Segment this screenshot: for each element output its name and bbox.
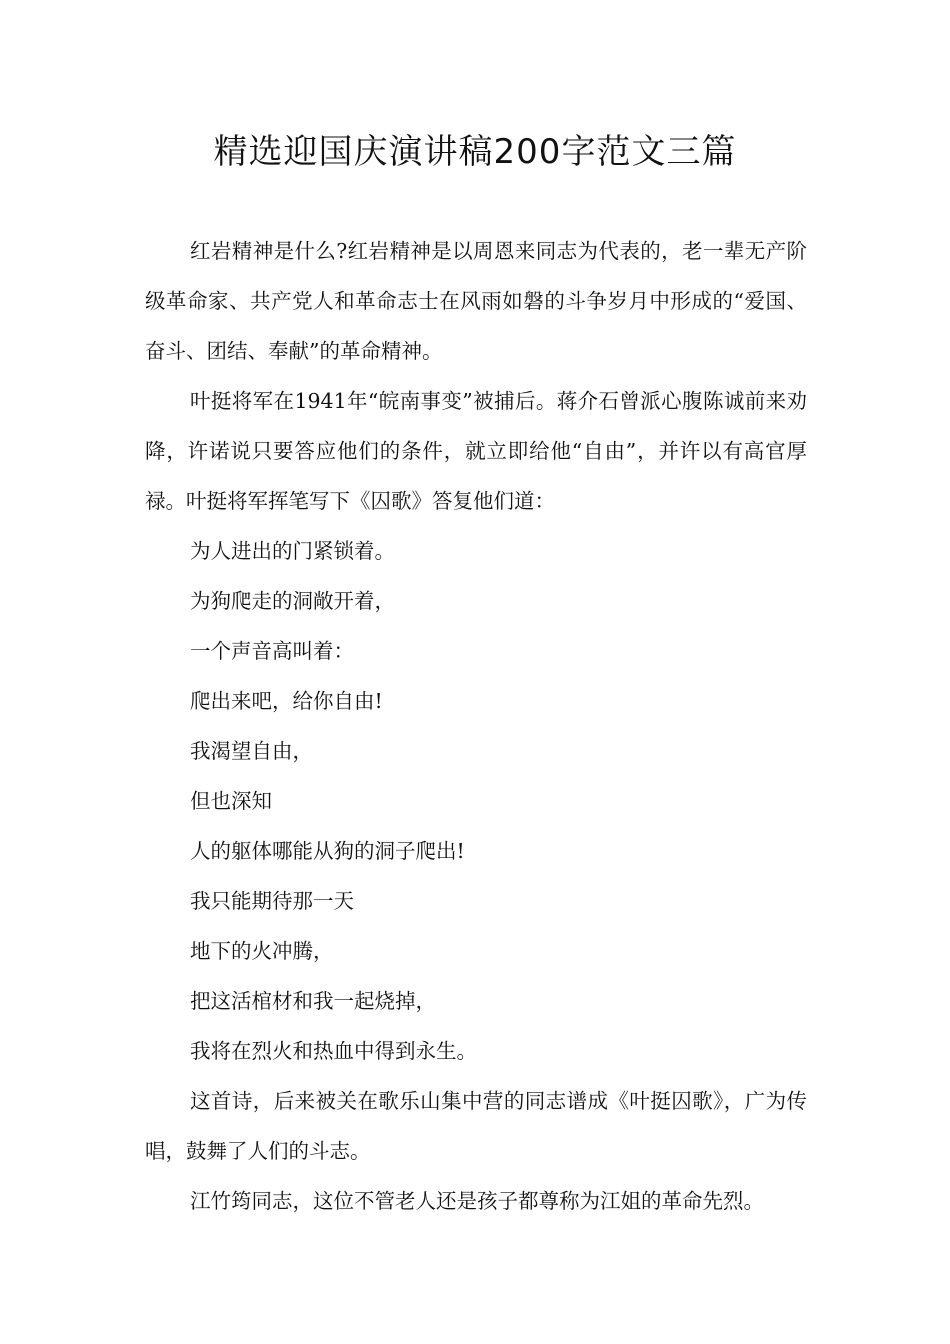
poem-line: 我只能期待那一天 bbox=[190, 889, 354, 913]
poem-line: 我渴望自由， bbox=[190, 739, 313, 763]
poem-line: 为狗爬走的洞敞开着， bbox=[190, 589, 395, 613]
poem-line: 地下的火冲腾， bbox=[190, 939, 334, 963]
poem-qiuge bbox=[145, 526, 807, 1076]
paragraph-jiang-jie: 江竹筠同志，这位不管老人还是孩子都尊称为江姐的革命先烈。 bbox=[190, 1189, 764, 1213]
document-title: 精选迎国庆演讲稿200字范文三篇 bbox=[213, 132, 737, 172]
paragraph-song: 这首诗，后来被关在歌乐山集中营的同志谱成《叶挺囚歌》，广为传唱，鼓舞了人们的斗志。 bbox=[145, 1089, 807, 1163]
poem-line: 为人进出的门紧锁着。 bbox=[190, 539, 395, 563]
poem-line: 我将在烈火和热血中得到永生。 bbox=[190, 1039, 477, 1063]
paragraph-ye-ting: 叶挺将军在1941年“皖南事变”被捕后。蒋介石曾派心腹陈诚前来劝降，许诺说只要答应他们的条件，就立即给他“自由”，并许以有高官厚禄。叶挺将军挥笔写下《囚歌》答复他们道： bbox=[145, 389, 807, 513]
poem-line: 把这活棺材和我一起烧掉， bbox=[190, 989, 436, 1013]
poem-line: 爬出来吧，给你自由! bbox=[190, 689, 383, 713]
poem-line: 但也深知 bbox=[190, 789, 272, 813]
poem-line: 人的躯体哪能从狗的洞子爬出! bbox=[190, 839, 465, 863]
paragraph-hongyan-spirit: 红岩精神是什么?红岩精神是以周恩来同志为代表的，老一辈无产阶级革命家、共产党人和革命志士在风雨如磐的斗争岁月中形成的“爱国、奋斗、团结、奉献”的革命精神。 bbox=[145, 239, 807, 363]
poem-line: 一个声音高叫着： bbox=[190, 639, 354, 663]
document-body bbox=[145, 226, 807, 1226]
